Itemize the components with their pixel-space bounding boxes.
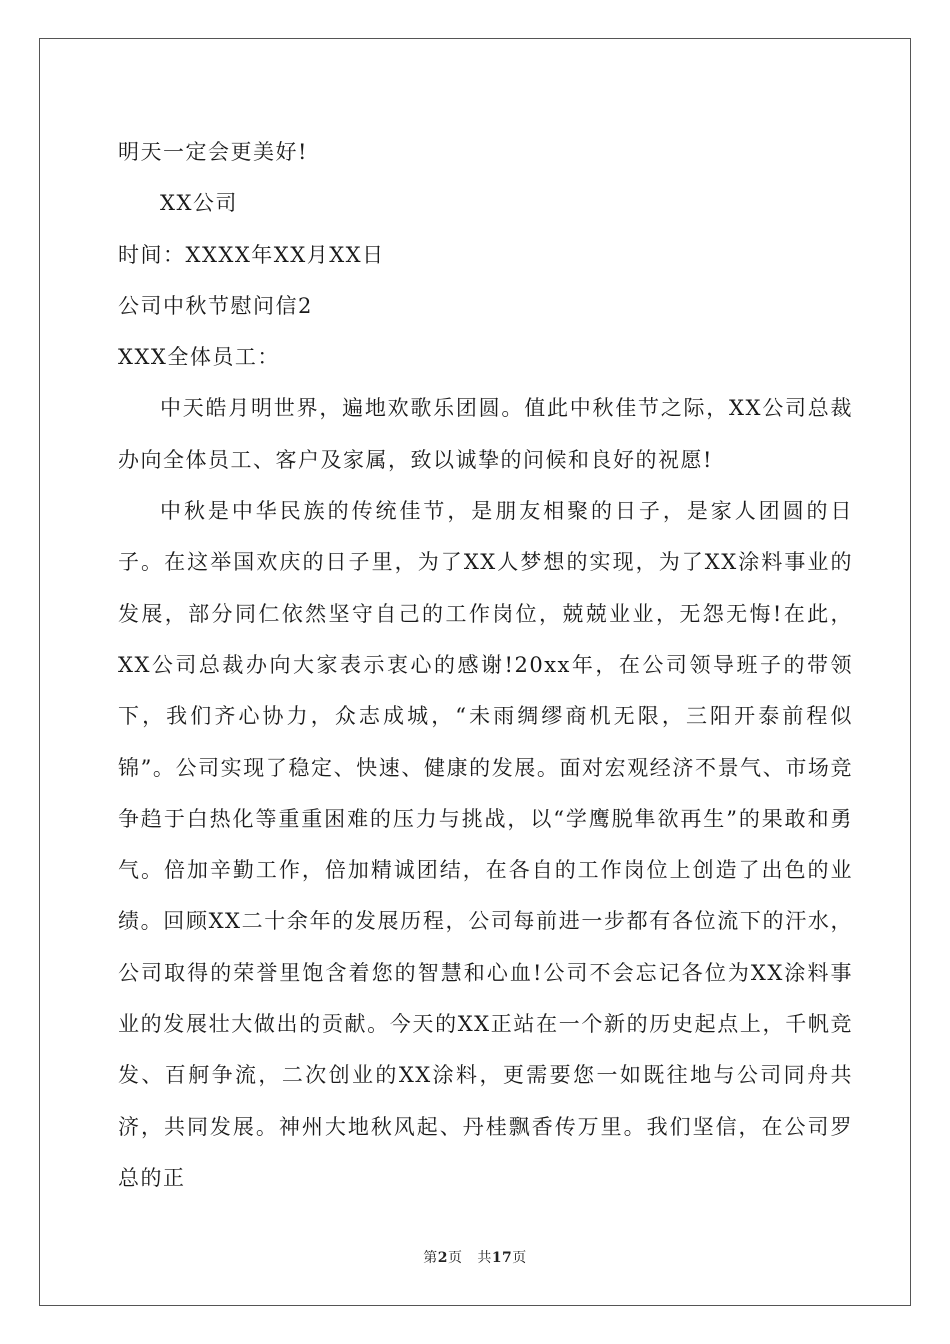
page-suffix: 页 xyxy=(447,1250,463,1266)
paragraph-body: 中秋是中华民族的传统佳节，是朋友相聚的日子，是家人团圆的日子。在这举国欢庆的日子里，为了XX人梦想的实现，为了XX涂料事业的发展，部分同仁依然坚守自己的工作岗位，兢兢业业，无怨无悔!在此，XX公司总裁办向大家表示衷心的感谢!20xx年，在公司领导班子的带领下，我们齐心协力，众志成城，“未雨绸缪商机无限，三阳开泰前程似锦”。公司实现了稳定、快速、健康的发展。面对宏观经济不景气、市场竞争趋于白热化等重重困难的压力与挑战，以“学鹰脱隼欲再生”的果敢和勇气。倍加辛勤工作，倍加精诚团结，在各自的工作岗位上创造了出色的业绩。回顾XX二十余年的发展历程，公司每前进一步都有各位流下的汗水，公司取得的荣誉里饱含着您的智慧和心血!公司不会忘记各位为XX涂料事业的发展壮大做出的贡献。今天的XX正站在一个新的历史起点上，千帆竞发、百舸争流，二次创业的XX涂料，更需要您一如既往地与公司同舟共济，共同发展。神州大地秋风起、丹桂飘香传万里。我们坚信，在公司罗总的正 xyxy=(118,499,853,1190)
page-number: 2 xyxy=(437,1250,448,1266)
page-prefix: 第 xyxy=(423,1250,438,1266)
document-body xyxy=(118,127,853,1204)
page-footer xyxy=(0,1247,950,1267)
letter-title: 公司中秋节慰问信2 xyxy=(118,293,313,318)
signature-company: XX公司 xyxy=(160,191,238,216)
salutation: XXX全体员工： xyxy=(118,345,280,370)
total-prefix: 共 xyxy=(477,1250,492,1266)
closing-line: 明天一定会更美好! xyxy=(118,140,308,164)
total-pages: 17 xyxy=(491,1250,513,1266)
paragraph-greeting: 中天皓月明世界，遍地欢歌乐团圆。值此中秋佳节之际，XX公司总裁办向全体员工、客户及家属，致以诚挚的问候和良好的祝愿! xyxy=(118,396,853,472)
date-line: 时间：XXXX年XX月XX日 xyxy=(118,242,385,267)
total-suffix: 页 xyxy=(512,1250,527,1266)
